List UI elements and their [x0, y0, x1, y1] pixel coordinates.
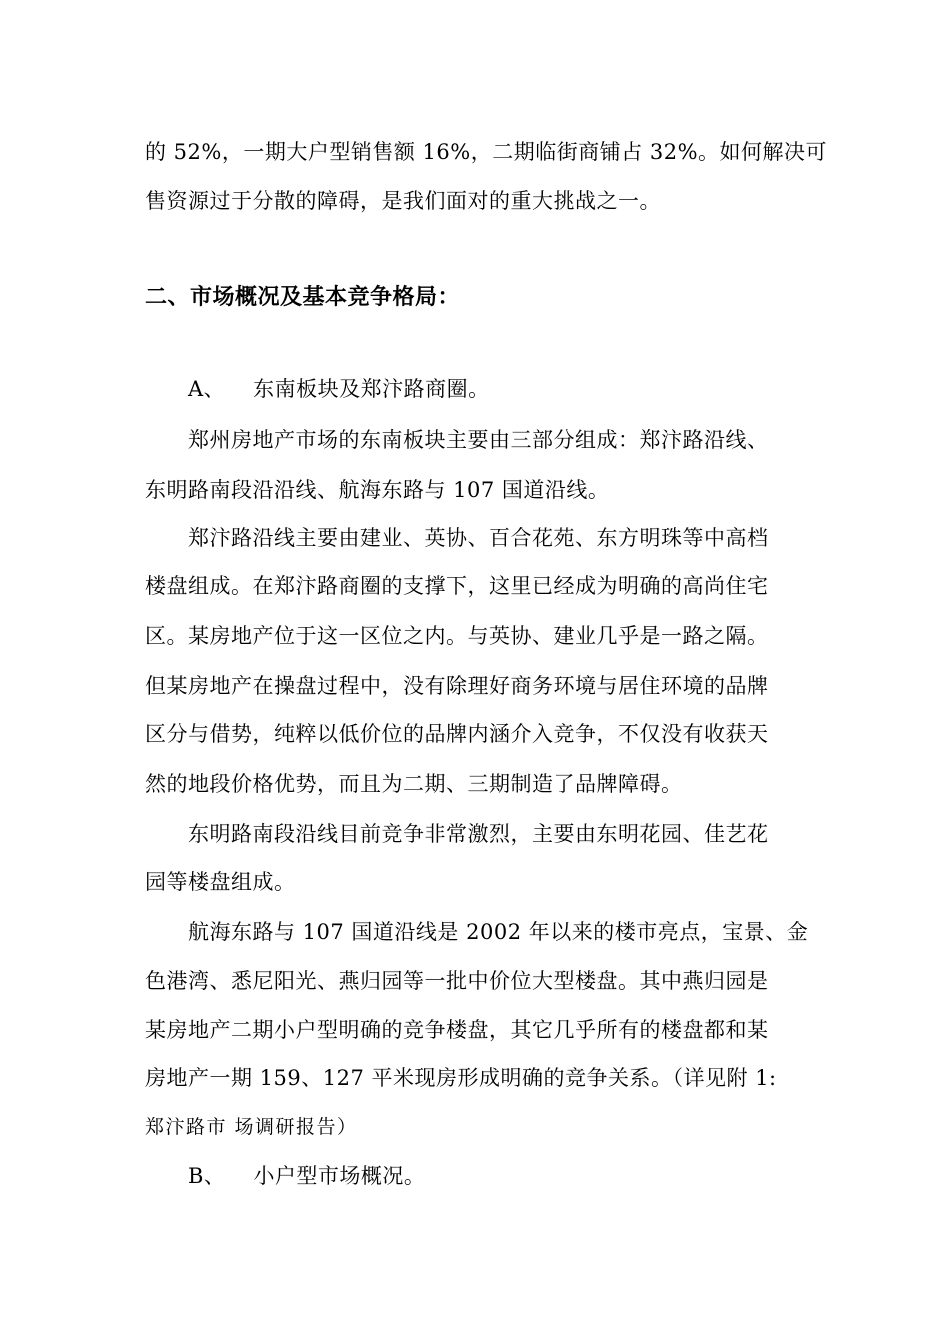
- section-heading: 二、市场概况及基本竞争格局：: [145, 285, 461, 310]
- subsection-a-title: 东南板块及郑汴路商圈。: [253, 377, 490, 401]
- para-hanghai-line-4: 房地产一期 159、127 平米现房形成明确的竞争关系。（详见附 1:: [145, 1066, 777, 1090]
- subsection-a-heading: [188, 374, 490, 404]
- continuation-line-1: 的 52%，一期大户型销售额 16%，二期临街商铺占 32%。如何解决可: [145, 140, 828, 164]
- para-hanghai-line-2: 色港湾、悉尼阳光、燕归园等一批中价位大型楼盘。其中燕归园是: [145, 969, 769, 993]
- subsection-a-label: A、: [188, 377, 226, 401]
- subsection-b-heading: [188, 1161, 425, 1191]
- para-zhengbian-line-1: 郑汴路沿线主要由建业、英协、百合花苑、东方明珠等中高档: [188, 526, 769, 550]
- para-hanghai-line-5: 郑汴路市 场调研报告）: [145, 1116, 358, 1138]
- para-hanghai-line-3: 某房地产二期小户型明确的竞争楼盘，其它几乎所有的楼盘都和某: [145, 1018, 769, 1042]
- subsection-b-label: B、: [188, 1164, 226, 1188]
- continuation-line-2: 售资源过于分散的障碍，是我们面对的重大挑战之一。: [145, 189, 661, 213]
- para-zhengbian-line-4: 但某房地产在操盘过程中，没有除理好商务环境与居住环境的品牌: [145, 674, 769, 698]
- para-dongming-line-2: 园等楼盘组成。: [145, 870, 296, 894]
- para-southeast-line-2: 东明路南段沿沿线、航海东路与 107 国道沿线。: [145, 478, 610, 502]
- para-zhengbian-line-5: 区分与借势，纯粹以低价位的品牌内涵介入竞争，不仅没有收获天: [145, 722, 769, 746]
- para-hanghai-line-1: 航海东路与 107 国道沿线是 2002 年以来的楼市亮点，宝景、金: [188, 920, 809, 944]
- para-zhengbian-line-6: 然的地段价格优势，而且为二期、三期制造了品牌障碍。: [145, 772, 683, 796]
- para-dongming-line-1: 东明路南段沿线目前竞争非常激烈，主要由东明花园、佳艺花: [188, 822, 769, 846]
- subsection-b-title: 小户型市场概况。: [253, 1164, 426, 1188]
- para-zhengbian-line-2: 楼盘组成。在郑汴路商圈的支撑下，这里已经成为明确的高尚住宅: [145, 574, 769, 598]
- para-southeast-line-1: 郑州房地产市场的东南板块主要由三部分组成：郑汴路沿线、: [188, 428, 769, 452]
- para-zhengbian-line-3: 区。某房地产位于这一区位之内。与英协、建业几乎是一路之隔。: [145, 624, 769, 648]
